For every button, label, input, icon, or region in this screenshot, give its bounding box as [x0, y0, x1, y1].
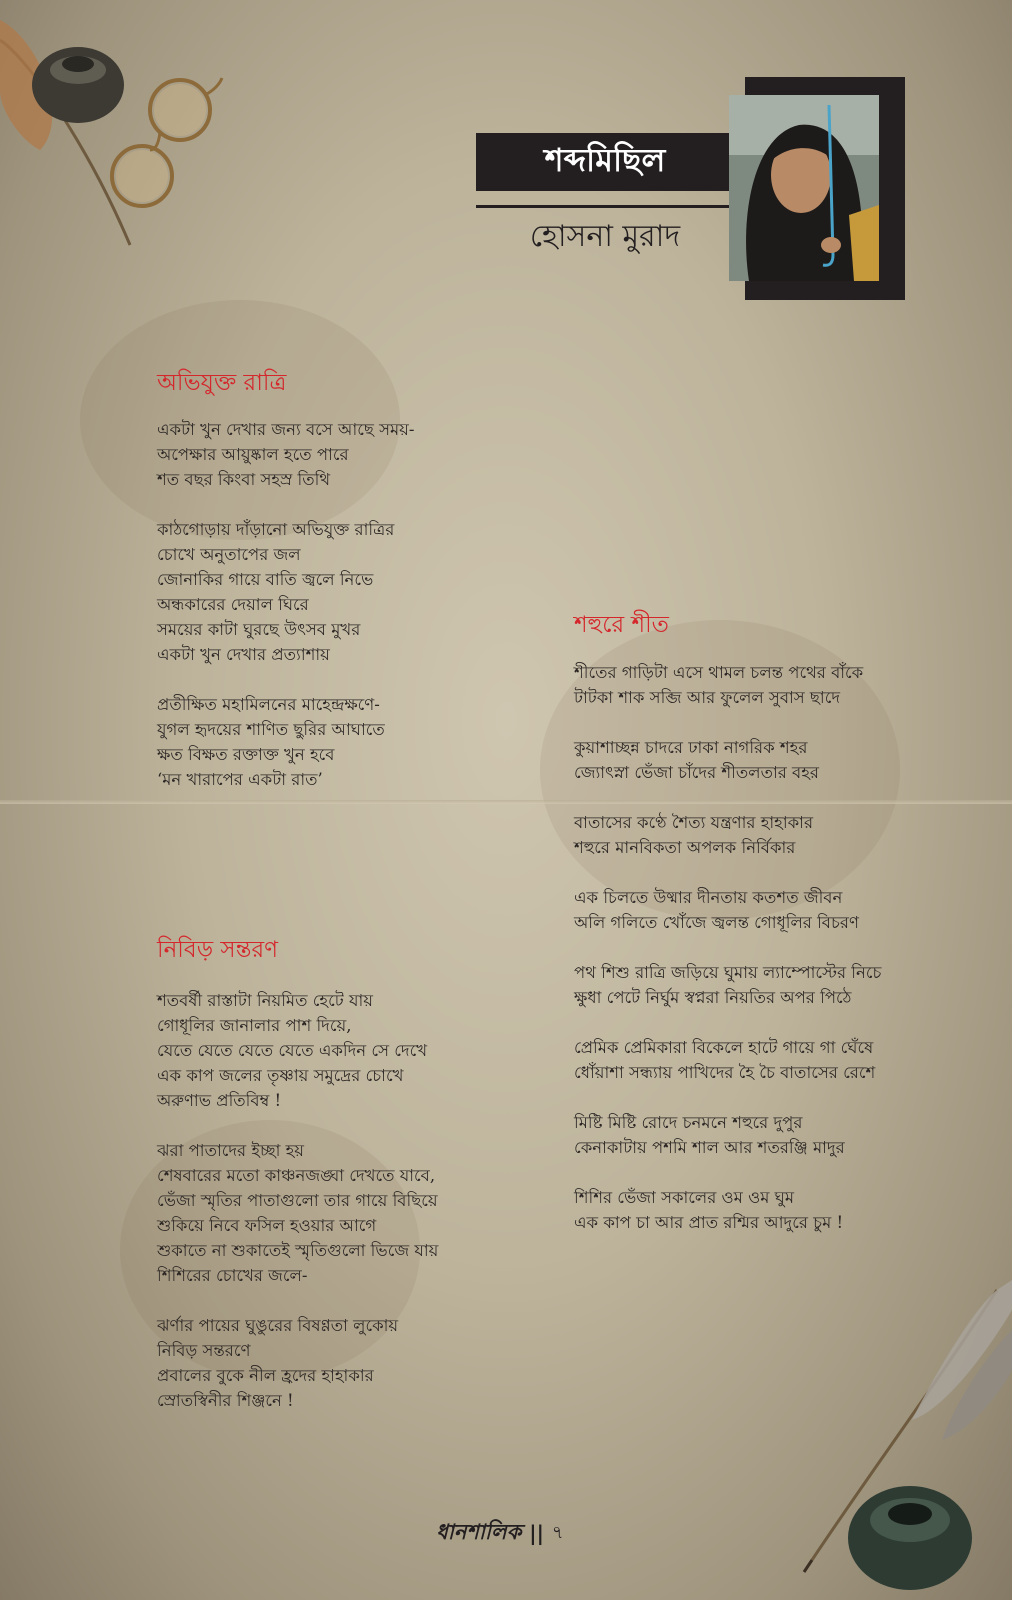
poem-line: ক্ষুধা পেটে নির্ঘুম স্বপ্নরা নিয়তির অপর পিঠে — [574, 988, 852, 1007]
poem-line: ‘মন খারাপের একটা রাত’ — [157, 770, 323, 789]
poem-line: এক চিলতে উষ্মার দীনতায় কতশত জীবন — [574, 888, 843, 907]
poem-line: সময়ের কাটা ঘুরছে উৎসব মুখর — [157, 620, 361, 639]
poem-line: ধোঁয়াশা সন্ধ্যায় পাখিদের হৈ চৈ বাতাসের রেশে — [574, 1063, 876, 1082]
poem-line: শীতের গাড়িটা এসে থামল চলন্ত পথের বাঁকে — [574, 663, 864, 682]
poem-line: শতবর্ষী রাস্তাটা নিয়মিত হেটে যায় — [157, 991, 373, 1010]
ink-bottle-and-quill-illustration — [0, 0, 230, 250]
magazine-logo: ধানশালিক — [436, 1518, 522, 1544]
poem-line: অরুণাভ প্রতিবিম্ব ! — [157, 1091, 282, 1110]
poem-line: শুকাতে না শুকাতেই স্মৃতিগুলো ভিজে যায় — [157, 1241, 439, 1260]
stanza — [574, 660, 881, 710]
poem-title: অভিযুক্ত রাত্রি — [157, 370, 287, 396]
poem-line: স্রোতস্বিনীর শিঞ্জনে ! — [157, 1391, 294, 1410]
page-number: ৭ — [551, 1521, 564, 1543]
author-name: হোসনা মুরাদ — [529, 219, 681, 254]
author-portrait-photo — [729, 95, 879, 281]
poem-line: নিবিড় সন্তরণে — [157, 1341, 251, 1360]
section-title: শব্দমিছিল — [544, 141, 666, 179]
stanza — [157, 417, 414, 492]
poem-line: যুগল হৃদয়ের শাণিত ছুরির আঘাতে — [157, 720, 385, 739]
poem-line: কাঠগোড়ায় দাঁড়ানো অভিযুক্ত রাত্রির — [157, 520, 395, 539]
stanza — [157, 517, 414, 667]
stanza — [157, 988, 438, 1113]
stanza — [157, 1313, 438, 1413]
poem-line: অলি গলিতে খোঁজে জ্বলন্ত গোধূলির বিচরণ — [574, 913, 859, 932]
poem-line: গোধূলির জানালার পাশ দিয়ে, — [157, 1016, 352, 1035]
poem-line: শেষবারের মতো কাঞ্চনজঙ্ঘা দেখতে যাবে, — [157, 1166, 436, 1185]
poem-line: ঝরা পাতাদের ইচ্ছা হয় — [157, 1141, 304, 1160]
stanza — [574, 960, 881, 1010]
poem-title: শহুরে শীত — [574, 612, 669, 638]
stanza — [574, 1110, 881, 1160]
footer-separator: || — [529, 1521, 544, 1545]
poem-line: ভেঁজা স্মৃতির পাতাগুলো তার গায়ে বিছিয়ে — [157, 1191, 438, 1210]
poem-line: শুকিয়ে নিবে ফসিল হওয়ার আগে — [157, 1216, 377, 1235]
poem-line: কুয়াশাচ্ছন্ন চাদরে ঢাকা নাগরিক শহর — [574, 738, 808, 757]
poem-line: মিষ্টি মিষ্টি রোদে চনমনে শহুরে দুপুর — [574, 1113, 803, 1132]
poem-line: কেনাকাটায় পশমি শাল আর শতরঞ্জি মাদুর — [574, 1138, 845, 1157]
poem-line: ঝর্ণার পায়ের ঘুঙুরের বিষণ্ণতা লুকোয় — [157, 1316, 399, 1335]
poem-line: এক কাপ জলের তৃষ্ণায় সমুদ্রের চোখে — [157, 1066, 404, 1085]
poem-title: নিবিড় সন্তরণ — [157, 937, 279, 963]
poem-line: যেতে যেতে যেতে যেতে একদিন সে দেখে — [157, 1041, 428, 1060]
poem-line: টাটকা শাক সব্জি আর ফুলেল সুবাস ছাদে — [574, 688, 841, 707]
stanza — [157, 692, 414, 792]
poem-line: শিশির ভেঁজা সকালের ওম ওম ঘুম — [574, 1188, 794, 1207]
poem-line: প্রেমিক প্রেমিকারা বিকেলে হাটে গায়ে গা ঘেঁষে — [574, 1038, 874, 1057]
poem-line: অন্ধকারের দেয়াল ঘিরে — [157, 595, 309, 614]
poem-body — [157, 988, 438, 1438]
poem-line: ক্ষত বিক্ষত রক্তাক্ত খুন হবে — [157, 745, 335, 764]
stanza — [574, 1185, 881, 1235]
stanza — [574, 1035, 881, 1085]
poem-line: একটা খুন দেখার জন্য বসে আছে সময়- — [157, 420, 415, 439]
stanza — [574, 885, 881, 935]
poem-line: একটা খুন দেখার প্রত্যাশায় — [157, 645, 330, 664]
poem-line: শত বছর কিংবা সহস্র তিথি — [157, 470, 331, 489]
poem-line: শিশিরের চোখের জলে- — [157, 1266, 308, 1285]
poem-line: চোখে অনুতাপের জল — [157, 545, 301, 564]
stanza — [574, 810, 881, 860]
poem-line: জোনাকির গায়ে বাতি জ্বলে নিভে — [157, 570, 374, 589]
poem-line: এক কাপ চা আর প্রাত রশ্মির আদুরে চুম ! — [574, 1213, 844, 1232]
stanza — [157, 1138, 438, 1288]
title-divider — [476, 205, 734, 208]
poem-line: অপেক্ষার আয়ুষ্কাল হতে পারে — [157, 445, 349, 464]
poem-line: প্রবালের বুকে নীল হ্রদের হাহাকার — [157, 1366, 374, 1385]
poem-line: পথ শিশু রাত্রি জড়িয়ে ঘুমায় ল্যাম্পোস্টের নিচে — [574, 963, 882, 982]
stanza — [574, 735, 881, 785]
poem-line: জ্যোৎস্না ভেঁজা চাঁদের শীতলতার বহর — [574, 763, 819, 782]
quill-and-inkpot-illustration — [782, 1270, 1012, 1600]
poem-body — [157, 417, 414, 817]
page-footer — [436, 1518, 564, 1548]
poem-line: বাতাসের কণ্ঠে শৈত্য যন্ত্রণার হাহাকার — [574, 813, 814, 832]
poem-line: শহুরে মানবিকতা অপলক নির্বিকার — [574, 838, 796, 857]
poem-body — [574, 660, 881, 1260]
poem-line: প্রতীক্ষিত মহামিলনের মাহেন্দ্রক্ষণে- — [157, 695, 380, 714]
